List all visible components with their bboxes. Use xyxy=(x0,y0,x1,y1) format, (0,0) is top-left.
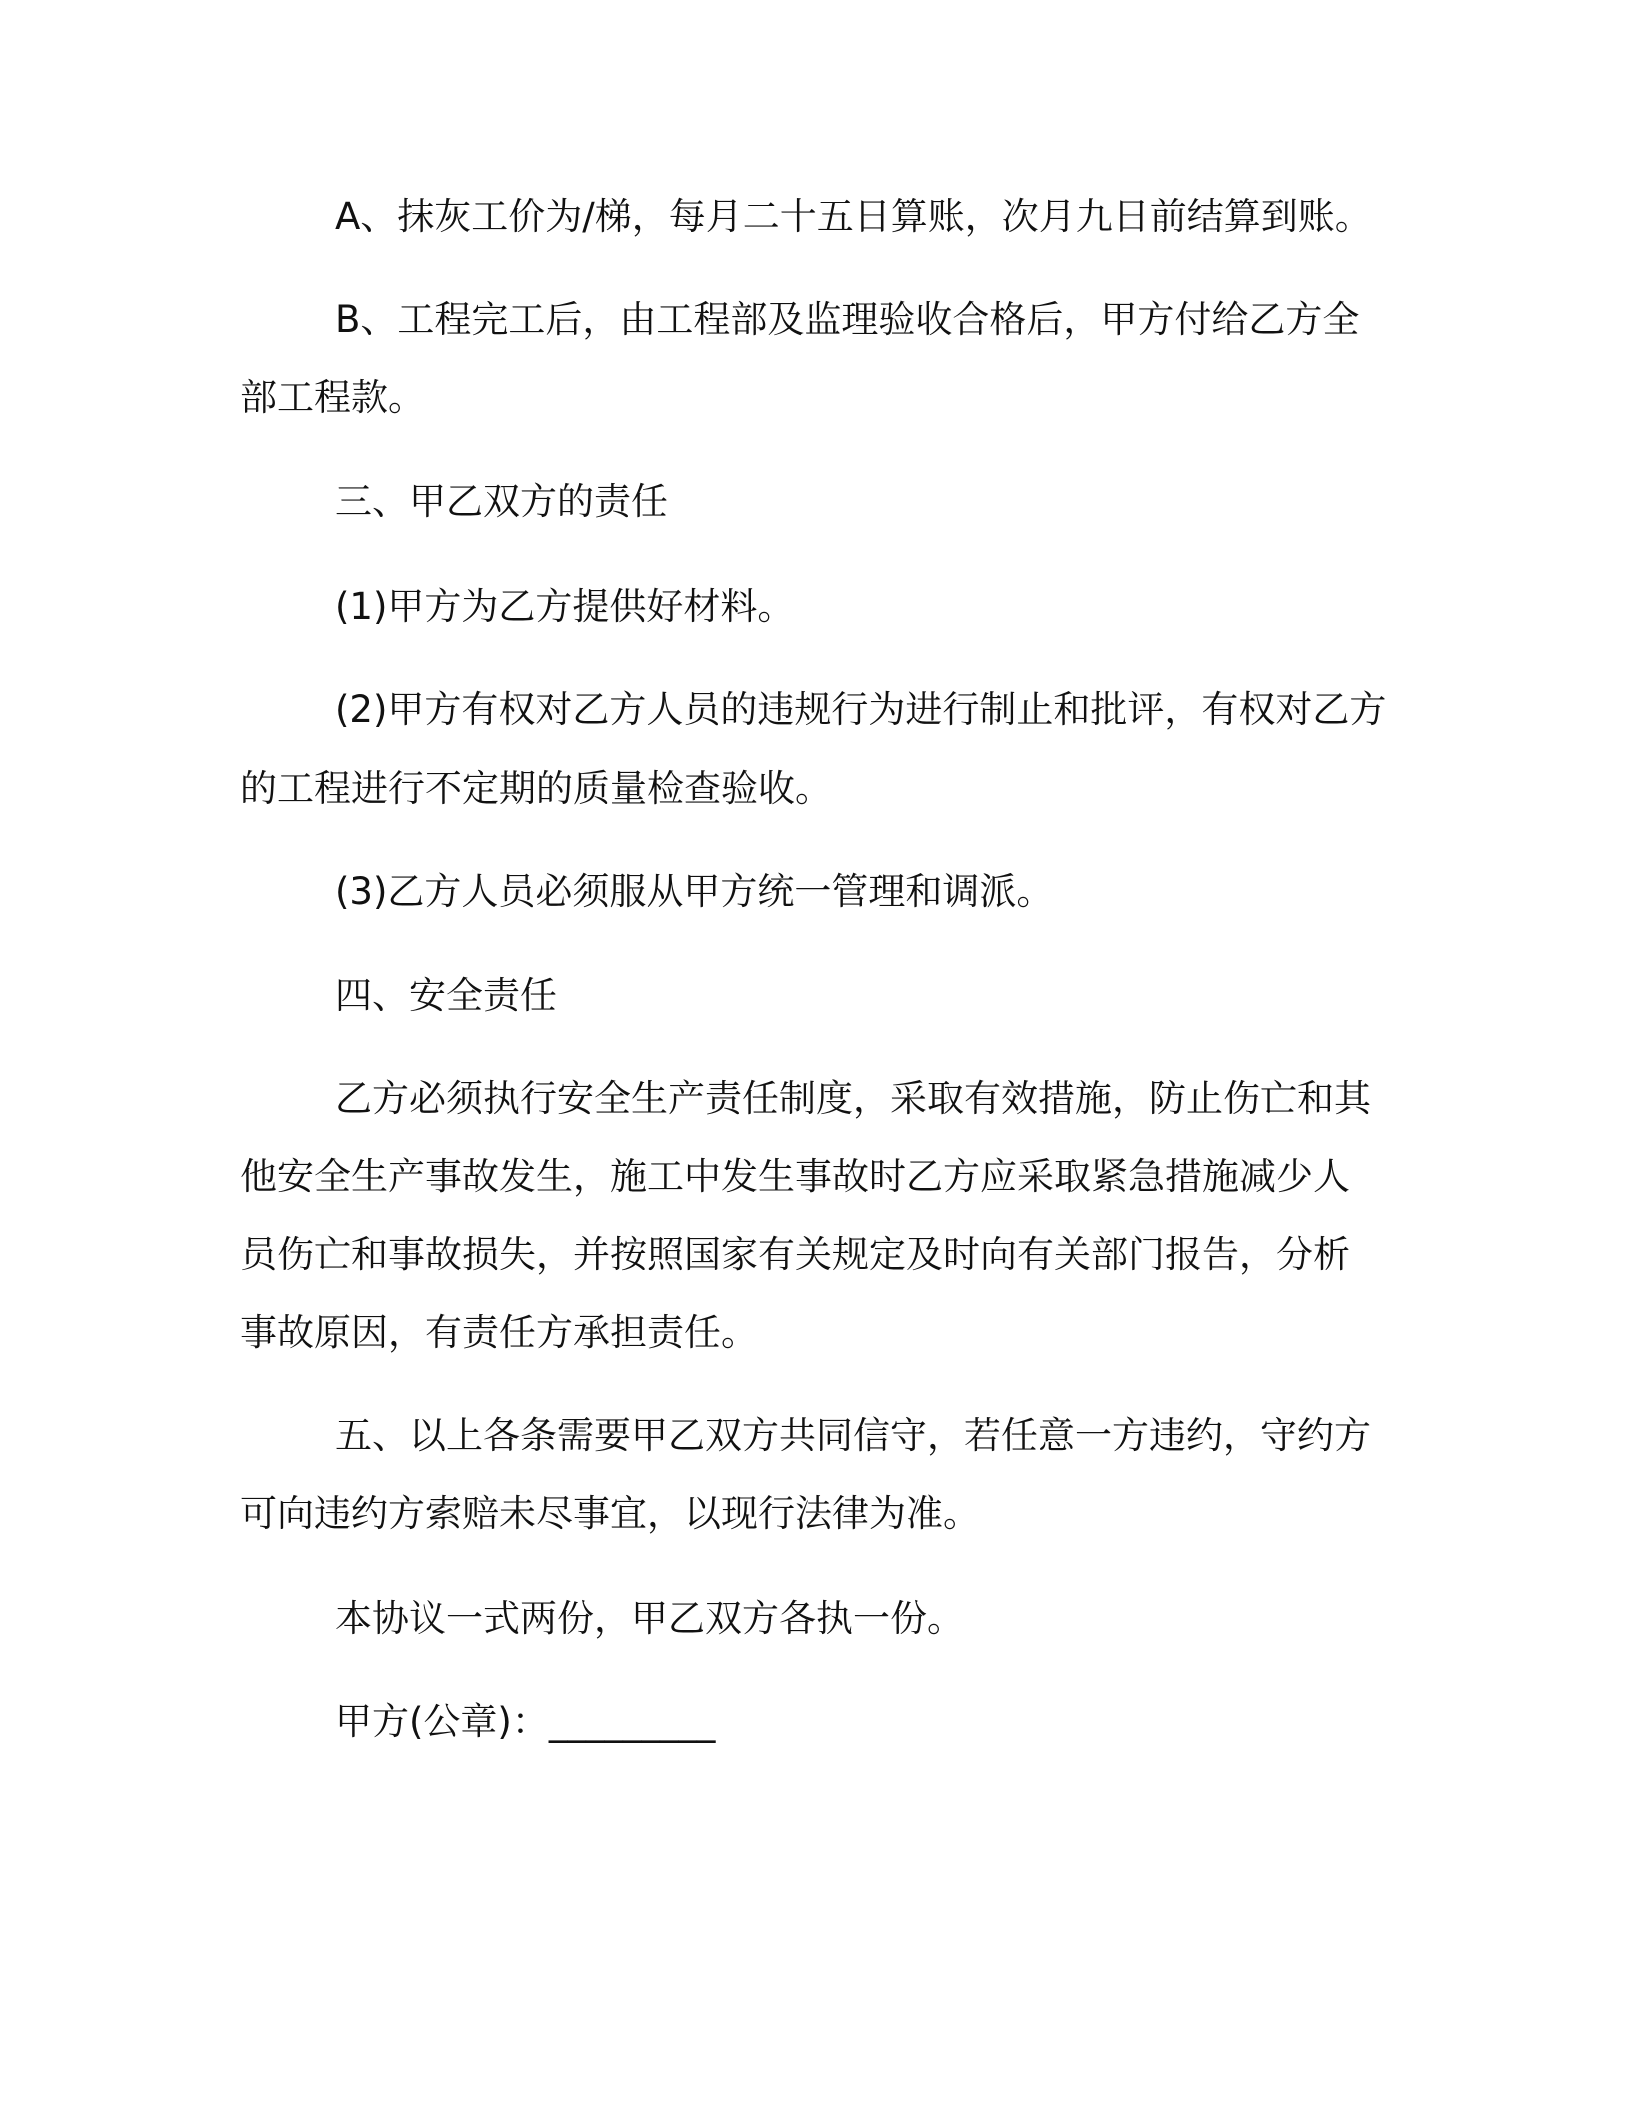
section-heading-safety: 四、安全责任 xyxy=(335,974,557,1017)
responsibility-item-1: (1)甲方为乙方提供好材料。 xyxy=(335,585,795,628)
party-a-signature-line: 甲方(公章)：_________ xyxy=(335,1700,716,1743)
clause-five-line-2: 可向违约方索赔未尽事宜，以现行法律为准。 xyxy=(240,1492,980,1535)
payment-clause-b-line-2: 部工程款。 xyxy=(240,376,425,419)
section-heading-responsibilities: 三、甲乙双方的责任 xyxy=(335,480,668,523)
payment-clause-a: A、抹灰工价为/梯，每月二十五日算账，次月九日前结算到账。 xyxy=(335,195,1372,238)
responsibility-item-3: (3)乙方人员必须服从甲方统一管理和调派。 xyxy=(335,870,1054,913)
safety-paragraph-line-1: 乙方必须执行安全生产责任制度，采取有效措施，防止伤亡和其 xyxy=(335,1077,1371,1120)
responsibility-item-2-line-2: 的工程进行不定期的质量检查验收。 xyxy=(240,767,832,810)
copies-statement: 本协议一式两份，甲乙双方各执一份。 xyxy=(335,1597,964,1640)
clause-five-line-1: 五、以上各条需要甲乙双方共同信守，若任意一方违约，守约方 xyxy=(335,1414,1371,1457)
safety-paragraph-line-3: 员伤亡和事故损失，并按照国家有关规定及时向有关部门报告，分析 xyxy=(240,1233,1350,1276)
payment-clause-b-line-1: B、工程完工后，由工程部及监理验收合格后，甲方付给乙方全 xyxy=(335,298,1360,341)
safety-paragraph-line-2: 他安全生产事故发生，施工中发生事故时乙方应采取紧急措施减少人 xyxy=(240,1155,1350,1198)
safety-paragraph-line-4: 事故原因，有责任方承担责任。 xyxy=(240,1311,758,1354)
responsibility-item-2-line-1: (2)甲方有权对乙方人员的违规行为进行制止和批评，有权对乙方 xyxy=(335,688,1387,731)
